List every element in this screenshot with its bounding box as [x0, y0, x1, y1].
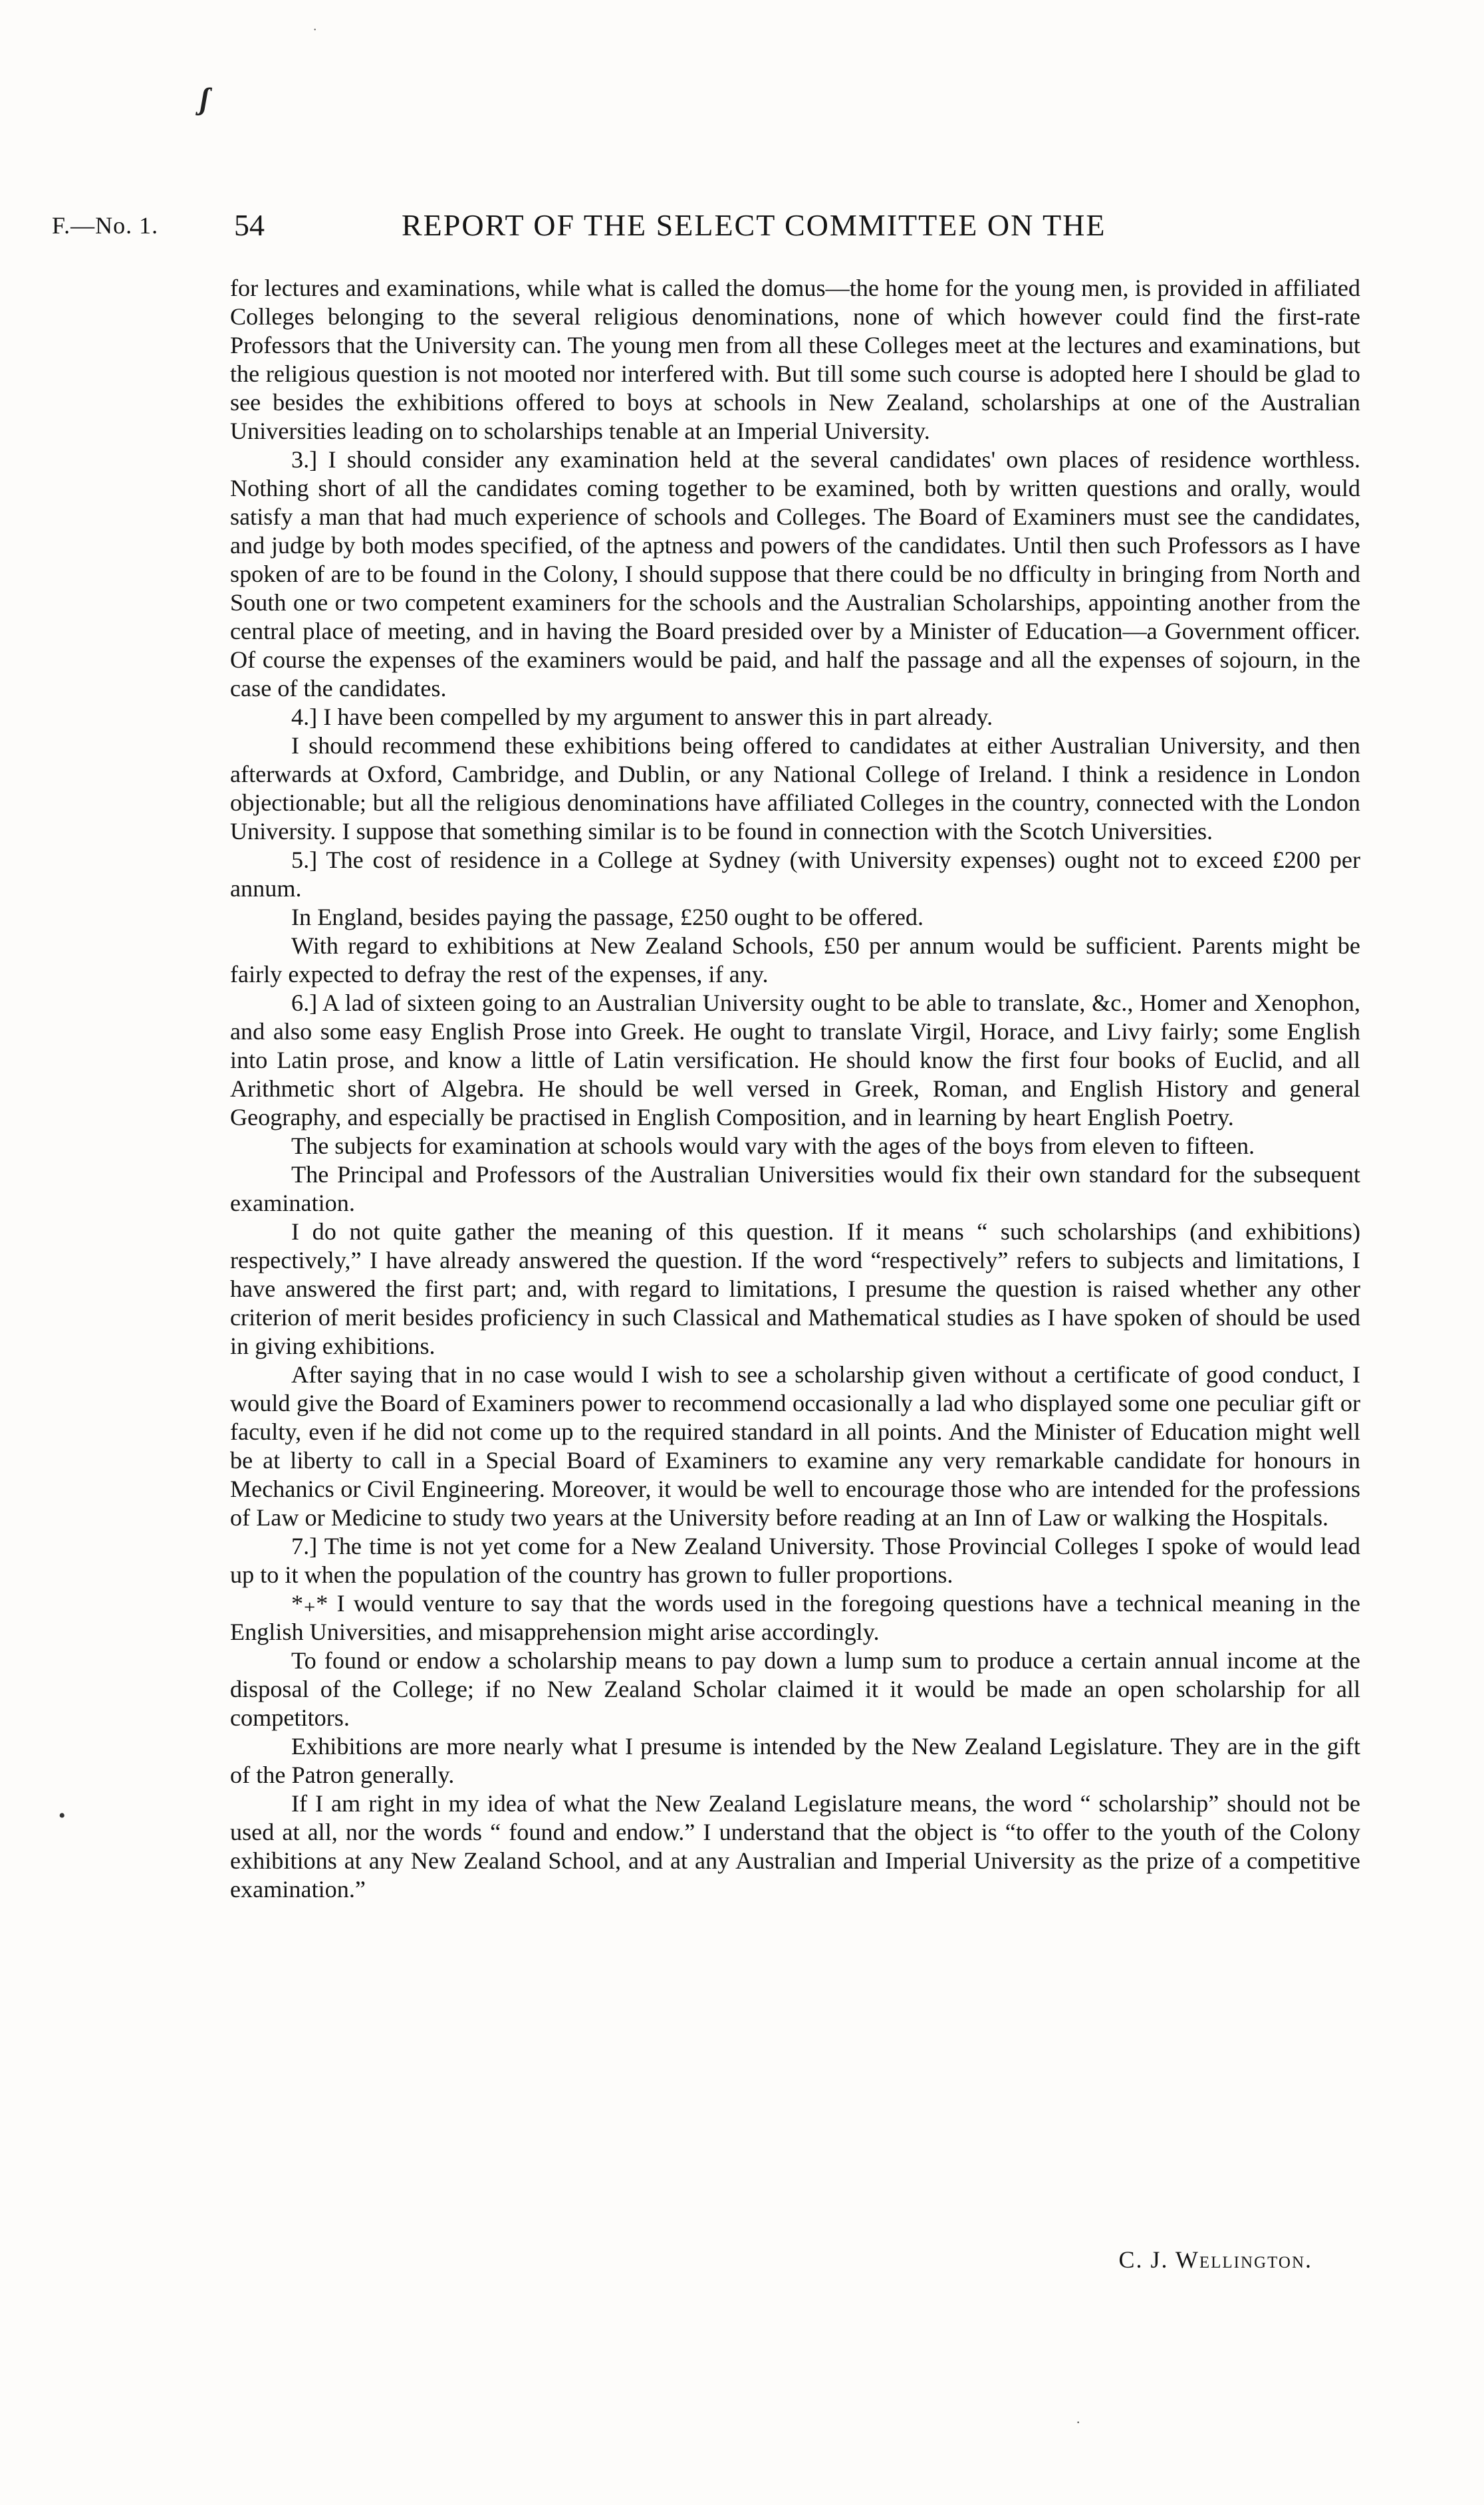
paragraph [230, 1732, 1360, 1789]
paragraph [230, 1218, 1360, 1361]
stray-mark-top: ˙ [312, 25, 318, 42]
paragraph-text: 7.] The time is not yet come for a New Zealand University. Those Provincial Colleges I spoke of would lead up to it when the population of the country has grown to fuller proportions. [230, 1533, 1360, 1588]
paragraph [230, 903, 1360, 932]
paragraph [230, 1160, 1360, 1218]
paragraph [230, 932, 1360, 989]
stray-mark-left: • [59, 1805, 66, 1827]
paragraph [230, 989, 1360, 1132]
paragraph [230, 1789, 1360, 1904]
paragraph-text: The Principal and Professors of the Australian Universities would fix their own standard for the subsequent examination. [230, 1161, 1360, 1216]
stray-mark-bottom: · [1076, 2414, 1081, 2431]
body-text [230, 274, 1360, 1904]
paragraph-text: 6.] A lad of sixteen going to an Australian University ought to be able to translate, &c., Homer and Xenophon, and also some easy English Prose into Greek. He ought to translate Virgil, Horace, and Livy fairly; some English into Latin prose, and know a little of Latin versification. He should know the first four books of Euclid, and all Arithmetic short of Algebra. He should be well versed in Greek, Roman, and English History and general Geography, and especially be practised in English Composition, and in learning by heart English Poetry. [230, 989, 1360, 1130]
paragraph [230, 1647, 1360, 1732]
paragraph-text: To found or endow a scholarship means to pay down a lump sum to produce a certain annual income at the disposal of the College; if no New Zealand Scholar claimed it it would be made an open scholarship for all competitors. [230, 1647, 1360, 1731]
paragraph-text: In England, besides paying the passage, £250 ought to be offered. [291, 904, 924, 930]
paragraph-text: After saying that in no case would I wish to see a scholarship given without a certificate of good conduct, I would give the Board of Examiners power to recommend occasionally a lad who displayed some one peculiar gift or faculty, even if he did not come up to the required standard in all points. And the Minister of Education might well be at liberty to call in a Special Board of Examiners to examine any very remarkable candidate for honours in Mechanics or Civil Engineering. Moreover, it would be well to encourage those who are intended for the professions of Law or Medicine to study two years at the University before reading at an Inn of Law or walking the Hospitals. [230, 1361, 1360, 1531]
ink-mark: ʃ [199, 82, 210, 116]
signature: C. J. Wellington. [1118, 2246, 1312, 2273]
paragraph-text: With regard to exhibitions at New Zealand Schools, £50 per annum would be sufficient. Parents might be fairly expected to defray the rest of the expenses, if any. [230, 932, 1360, 988]
paragraph [230, 1589, 1360, 1647]
document-reference: F.—No. 1. [52, 212, 159, 239]
paragraph-text: If I am right in my idea of what the New Zealand Legislature means, the word “ scholarship” should not be used at all, nor the words “ found and endow.” I understand that the object is “to offer to the youth of the Colony exhibitions at any New Zealand School, and at any Australian and Imperial University as the prize of a competitive examination.” [230, 1790, 1360, 1903]
paragraph-text: 4.] I have been compelled by my argument to answer this in part already. [291, 704, 993, 730]
paragraph-text: The subjects for examination at schools would vary with the ages of the boys from eleven to fifteen. [291, 1132, 1255, 1159]
running-title: REPORT OF THE SELECT COMMITTEE ON THE [402, 208, 1106, 242]
paragraph [230, 446, 1360, 703]
paragraph [230, 703, 1360, 731]
paragraph [230, 731, 1360, 846]
paragraph [230, 1361, 1360, 1532]
paragraph-text: 3.] I should consider any examination held at the several candidates' own places of residence worthless. Nothing short of all the candidates coming together to be examined, both by written questions and orally, would satisfy a man that had much experience of schools and Colleges. The Board of Examiners must see the candidates, and judge by both modes specified, of the aptness and powers of the candidates. Until then such Professors as I have spoken of are to be found in the Colony, I should suppose that there could be no dfficulty in bringing from North and South one or two competent examiners for the schools and the Australian Scholarships, appointing another from the central place of meeting, and in having the Board presided over by a Minister of Education—a Government officer. Of course the expenses of the examiners would be paid, and half the passage and all the expenses of sojourn, in the case of the candidates. [230, 446, 1360, 702]
paragraph [230, 846, 1360, 903]
paragraph [230, 1132, 1360, 1160]
paragraph-text: I should recommend these exhibitions being offered to candidates at either Australian University, and then afterwards at Oxford, Cambridge, and Dublin, or any National College of Ireland. I think a residence in London objectionable; but all the religious denominations have affiliated Colleges in the country, connected with the London University. I suppose that something similar is to be found in connection with the Scotch Universities. [230, 732, 1360, 845]
paragraph-text: I do not quite gather the meaning of this question. If it means “ such scholarships (and exhibitions) respectively,” I have already answered the question. If the word “respectively” refers to subjects and limitations, I have answered the first part; and, with regard to limitations, I presume the question is raised whether any other criterion of merit besides proficiency in such Classical and Mathematical studies as I have spoken of should be used in giving exhibitions. [230, 1218, 1360, 1359]
paragraph-text: *₊* I would venture to say that the words used in the foregoing questions have a technical meaning in the English Universities, and misapprehension might arise accordingly. [230, 1590, 1360, 1645]
page-number: 54 [234, 208, 265, 242]
paragraph [230, 274, 1360, 446]
paragraph [230, 1532, 1360, 1589]
paragraph-text: Exhibitions are more nearly what I presume is intended by the New Zealand Legislature. They are in the gift of the Patron generally. [230, 1733, 1360, 1788]
page-header [0, 207, 1484, 247]
paragraph-text: 5.] The cost of residence in a College at Sydney (with University expenses) ought not to exceed £200 per annum. [230, 847, 1360, 902]
paragraph-text: for lectures and examinations, while what is called the domus—the home for the young men, is provided in affiliated Colleges belonging to the several religious denominations, none of which however could find the first-rate Professors that the University can. The young men from all these Colleges meet at the lectures and examinations, but the religious question is not mooted nor interfered with. But till some such course is adopted here I should be glad to see besides the exhibitions offered to boys at schools in New Zealand, scholarships at one of the Australian Universities leading on to scholarships tenable at an Imperial University. [230, 275, 1360, 444]
